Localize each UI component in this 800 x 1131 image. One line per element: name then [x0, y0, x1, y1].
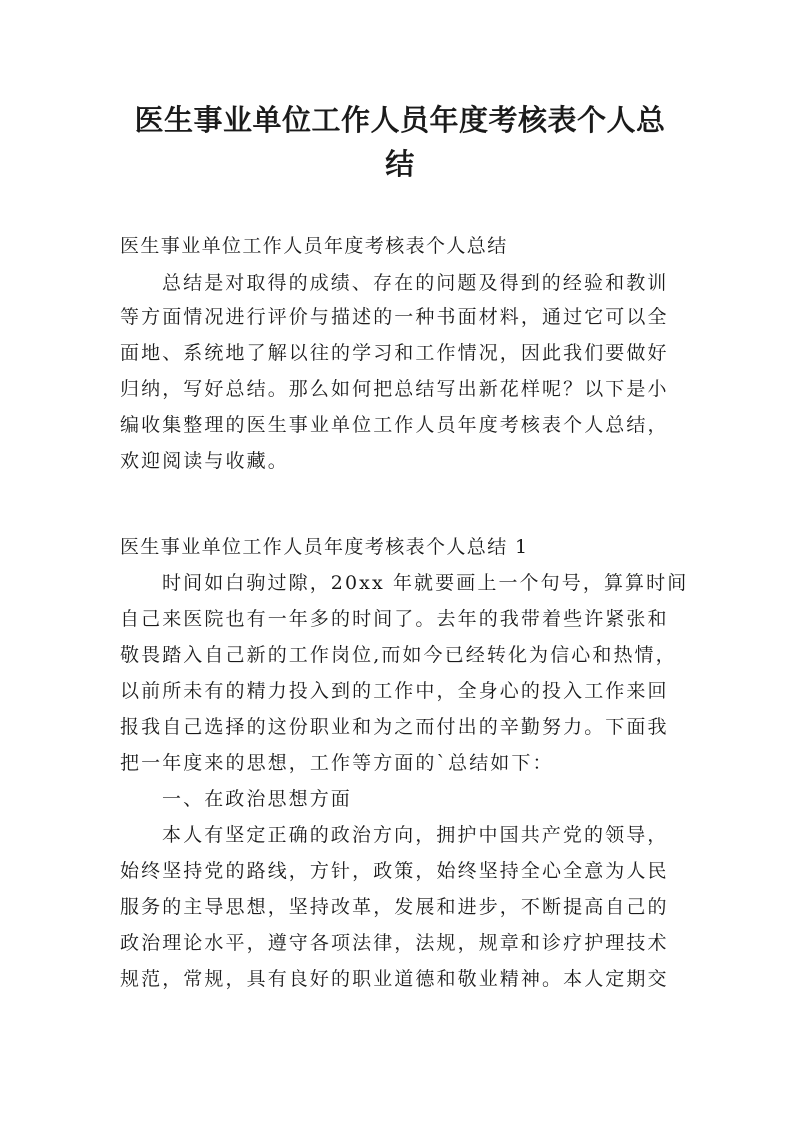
- intro-line-3: 面地、系统地了解以往的学习和工作情况，因此我们要做好: [120, 342, 669, 364]
- intro-line-5: 编收集整理的医生事业单位工作人员年度考核表个人总结，: [120, 414, 669, 436]
- document-subtitle: 医生事业单位工作人员年度考核表个人总结: [120, 235, 508, 257]
- intro-line-1: 总结是对取得的成绩、存在的问题及得到的经验和教训: [162, 272, 669, 294]
- intro-line-4: 归纳，写好总结。那么如何把总结写出新花样呢？以下是小: [120, 378, 669, 400]
- title-line-2: 结: [385, 147, 415, 181]
- section-line-4: 以前所未有的精力投入到的工作中，全身心的投入工作来回: [120, 680, 669, 702]
- title-line-1: 医生事业单位工作人员年度考核表个人总: [134, 103, 666, 137]
- politics-line-2: 始终坚持党的路线，方针，政策，始终坚持全心全意为人民: [120, 860, 669, 882]
- intro-line-2: 等方面情况进行评价与描述的一种书面材料，通过它可以全: [120, 306, 669, 328]
- politics-line-1: 本人有坚定正确的政治方向，拥护中国共产党的领导，: [162, 824, 669, 846]
- section-line-2: 自己来医院也有一年多的时间了。去年的我带着些许紧张和: [120, 608, 669, 630]
- section-line-5: 报我自己选择的这份职业和为之而付出的辛勤努力。下面我: [120, 716, 669, 738]
- intro-line-6: 欢迎阅读与收藏。: [120, 450, 289, 472]
- document-title: [100, 98, 700, 186]
- section-line-3: 敬畏踏入自己新的工作岗位,而如今已经转化为信心和热情，: [120, 644, 677, 666]
- section-line-1: 时间如白驹过隙，20xx 年就要画上一个句号，算算时间: [162, 572, 689, 594]
- section-heading: 医生事业单位工作人员年度考核表个人总结 1: [120, 536, 529, 558]
- section-line-6: 把一年度来的思想，工作等方面的`总结如下：: [120, 752, 554, 774]
- politics-line-4: 政治理论水平，遵守各项法律，法规，规章和诊疗护理技术: [120, 932, 669, 954]
- politics-line-5: 规范，常规，具有良好的职业道德和敬业精神。本人定期交: [120, 968, 669, 990]
- politics-line-3: 服务的主导思想，坚持改革，发展和进步，不断提高自己的: [120, 896, 669, 918]
- politics-heading: 一、在政治思想方面: [162, 788, 352, 810]
